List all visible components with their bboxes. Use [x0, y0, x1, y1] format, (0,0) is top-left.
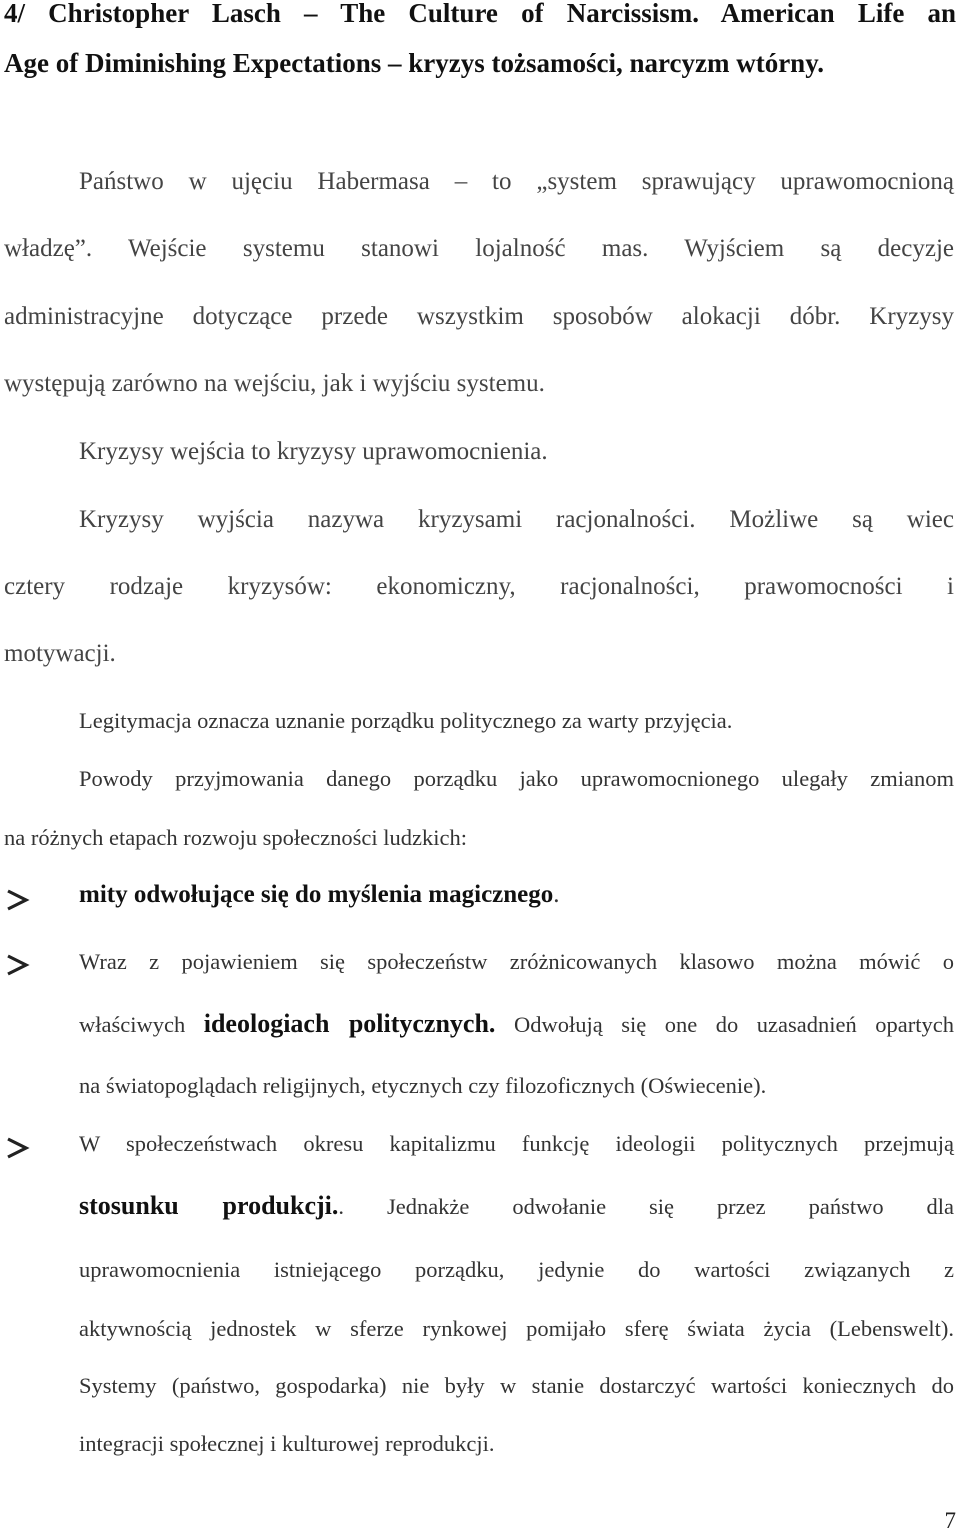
bullet-2-line-1: Wraz z pojawieniem się społeczeństw zróżnicowanych klasowo można mówić o: [79, 949, 954, 974]
bullet-3-line-3: uprawomocnienia istniejącego porządku, jedynie do wartości związanych z: [79, 1257, 954, 1282]
para3-line-1: Kryzysy wyjścia nazywa kryzysami racjonalności. Możliwe są wiec: [79, 506, 954, 533]
para3-line-3: motywacji.: [4, 640, 116, 667]
para3-line-2: cztery rodzaje kryzysów: ekonomiczny, racjonalności, prawomocności i: [4, 573, 954, 600]
bullet-3-line-4: aktywnością jednostek w sferze rynkowej pomijało sferę świata życia (Lebenswelt).: [79, 1316, 954, 1341]
bullet-3-line-2-post: . Jednakże odwołanie się przez państwo dla: [338, 1194, 954, 1219]
para1-line-3: administracyjne dotyczące przede wszystkim sposobów alokacji dóbr. Kryzysy: [4, 303, 954, 330]
para2-line: Kryzysy wejścia to kryzysy uprawomocnienia.: [79, 438, 548, 465]
bullet-3-line-6: integracji społecznej i kulturowej reprodukcji.: [79, 1431, 495, 1456]
page-number: 7: [944, 1508, 956, 1533]
bullet-2-line-3: na światopoglądach religijnych, etycznych czy filozoficznych (Oświecenie).: [79, 1073, 767, 1098]
arrow-bullet-icon: [2, 954, 32, 976]
para5-line-2: na różnych etapach rozwoju społeczności ludzkich:: [4, 825, 467, 850]
bullet-3-line-1: W społeczeństwach okresu kapitalizmu funkcję ideologii politycznych przejmują: [79, 1131, 954, 1156]
bullet-3-line-2: [79, 1191, 954, 1221]
bullet-1-line: [79, 881, 560, 909]
arrow-bullet-icon: [2, 1137, 32, 1159]
bullet-2-line-2-post: Odwołują się one do uzasadnień opartych: [495, 1012, 955, 1037]
bullet-2-line-2-pre: właściwych: [79, 1012, 204, 1037]
arrow-bullet-icon: [2, 889, 32, 911]
para1-line-4: występują zarówno na wejściu, jak i wyjściu systemu.: [4, 370, 545, 397]
para1-line-1: Państwo w ujęciu Habermasa – to „system sprawujący uprawomocnioną: [79, 168, 954, 195]
bullet-1-period: .: [553, 881, 560, 908]
bullet-3-bold-text: stosunku produkcji.: [79, 1191, 339, 1220]
bullet-2-bold-text: ideologiach politycznych.: [203, 1009, 496, 1038]
bullet-1-bold-text: mity odwołujące się do myślenia magicznego: [79, 881, 554, 908]
para5-line-1: Powody przyjmowania danego porządku jako uprawomocnionego ulegały zmianom: [79, 766, 954, 791]
para4-line: Legitymacja oznacza uznanie porządku politycznego za warty przyjęcia.: [79, 708, 733, 733]
para1-line-2: władzę”. Wejście systemu stanowi lojalność mas. Wyjściem są decyzje: [4, 235, 954, 262]
bullet-2-line-2: [79, 1009, 954, 1039]
section-heading-line-2: Age of Diminishing Expectations – kryzys tożsamości, narcyzm wtórny.: [4, 48, 824, 78]
bullet-3-line-5: Systemy (państwo, gospodarka) nie były w stanie dostarczyć wartości koniecznych do: [79, 1373, 954, 1398]
section-heading-line-1: 4/ Christopher Lasch – The Culture of Narcissism. American Life an: [4, 0, 956, 28]
